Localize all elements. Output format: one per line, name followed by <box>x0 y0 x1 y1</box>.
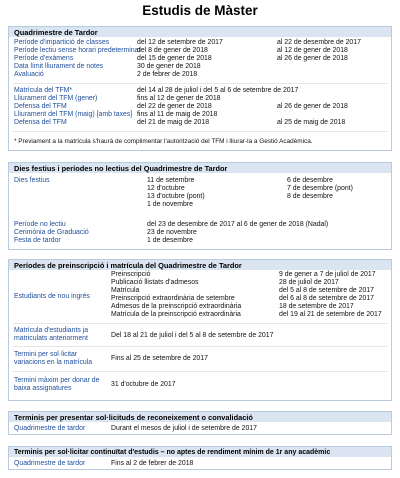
row-label: baixa assignatures <box>14 385 72 392</box>
row-value: Durant el mesos de juliol i de setembre de 2017 <box>111 425 257 432</box>
section-header: Períodes de preinscripció i matrícula del Quadrimestre de Tardor <box>9 260 391 270</box>
nou-ingres-date: del 5 al 8 de setembre de 2017 <box>279 287 375 294</box>
row-label: Període d'exàmens <box>14 55 74 62</box>
section-header: Dies festius i períodes no lectius del Quadrimestre de Tardor <box>9 163 391 173</box>
row-from: fins al 12 de gener de 2018 <box>137 95 221 102</box>
section-header: Terminis per sol·licitar continuïtat d'estudis – no aptes de rendiment mínim de 1r any acadèmic <box>9 447 391 457</box>
page-title: Estudis de Màster <box>142 3 258 18</box>
nou-ingres-date: 18 de setembre de 2017 <box>279 303 354 310</box>
row-label: Lliurament del TFM (gener) <box>14 95 98 102</box>
nou-ingres-date: 9 de gener a 7 de juliol de 2017 <box>279 271 376 278</box>
divider <box>13 346 387 347</box>
row-label: Cerimònia de Graduació <box>14 229 89 236</box>
row-label: Quadrimestre de tardor <box>14 425 86 432</box>
section-header: Quadrimestre de Tardor <box>9 27 391 37</box>
row-value: 1 de desembre <box>147 237 193 244</box>
row-label: Termini per sol·licitar <box>14 351 78 358</box>
row-value: Del 18 al 21 de juliol i del 5 al 8 de setembre de 2017 <box>111 332 274 339</box>
festiu-date: 8 de desembre <box>287 193 333 200</box>
row-label: Termini màxim per donar de <box>14 377 100 384</box>
nou-ingres-date: del 6 al 8 de setembre de 2017 <box>279 295 375 302</box>
row-label: Data límit lliurament de notes <box>14 63 104 70</box>
festiu-date: 12 d'octubre <box>147 185 185 192</box>
section-header: Terminis per presentar sol·licituds de reconeixement o convalidació <box>9 412 391 422</box>
row-to: al 22 de desembre de 2017 <box>277 39 361 46</box>
row-label: matriculats anteriorment <box>14 335 88 342</box>
row-from: del 22 de gener de 2018 <box>137 103 212 110</box>
row-from: del 21 de maig de 2018 <box>137 119 210 126</box>
row-label: Defensa del TFM <box>14 103 67 110</box>
nou-ingres-item: Matrícula <box>111 287 140 294</box>
row-label: Matrícula d'estudiants ja <box>14 327 89 334</box>
row-label: Dies festius <box>14 177 50 184</box>
festiu-date: 13 d'octubre (pont) <box>147 193 205 200</box>
section-preinscripcio-matricula <box>8 259 392 401</box>
nou-ingres-item: Publicació llistats d'admesos <box>111 279 199 286</box>
festiu-date: 6 de desembre <box>287 177 333 184</box>
row-to: al 26 de gener de 2018 <box>277 103 348 110</box>
row-label: variacions en la matrícula <box>14 359 93 366</box>
row-value: 31 d'octubre de 2017 <box>111 381 176 388</box>
row-to: al 26 de gener de 2018 <box>277 55 348 62</box>
footnote: * Previament a la matrícula s'haurà de complimentar l'autorització del TFM i lliurar-la a Gestió Acadèmica. <box>14 138 313 145</box>
row-from: del 14 al 28 de juliol i del 5 al 6 de setembre de 2017 <box>137 87 299 94</box>
row-to: al 25 de maig de 2018 <box>277 119 346 126</box>
row-value: Fins al 25 de setembre de 2017 <box>111 355 208 362</box>
divider <box>13 83 387 84</box>
row-label: Període lectiu sense horari predeterminat <box>14 47 141 54</box>
row-from: 2 de febrer de 2018 <box>137 71 198 78</box>
nou-ingres-item: Preinscripció extraordinària de setembre <box>111 295 235 302</box>
row-from: fins al 11 de maig de 2018 <box>137 111 218 118</box>
row-to: al 12 de gener de 2018 <box>277 47 348 54</box>
festiu-date: 1 de novembre <box>147 201 193 208</box>
row-label: Estudiants de nou ingrés <box>14 293 90 300</box>
row-from: del 15 de gener de 2018 <box>137 55 212 62</box>
row-label: Període no lectiu <box>14 221 66 228</box>
row-label: Període d'impartició de classes <box>14 39 110 46</box>
festiu-date: 7 de desembre (pont) <box>287 185 353 192</box>
section-continuitat-estudis <box>8 446 392 470</box>
row-label: Festa de tardor <box>14 237 61 244</box>
row-from: 30 de gener de 2018 <box>137 63 201 70</box>
nou-ingres-date: del 19 al 21 de setembre de 2017 <box>279 311 382 318</box>
row-label: Avaluació <box>14 71 44 78</box>
nou-ingres-item: Preinscripció <box>111 271 151 278</box>
row-value: Fins al 2 de febrer de 2018 <box>111 460 194 467</box>
row-label: Lliurament del TFM (maig) [amb taxes] <box>14 111 133 118</box>
row-from: del 12 de setembre de 2017 <box>137 39 223 46</box>
divider <box>13 371 387 372</box>
nou-ingres-item: Admesos de la preinscripció extraordinària <box>111 303 242 310</box>
section-reconeixement <box>8 411 392 435</box>
row-value: del 23 de desembre de 2017 al 6 de gener de 2018 (Nadal) <box>147 221 329 228</box>
row-label: Defensa del TFM <box>14 119 67 126</box>
festiu-date: 11 de setembre <box>147 177 195 184</box>
nou-ingres-date: 28 de juliol de 2017 <box>279 279 339 286</box>
row-value: 23 de novembre <box>147 229 197 236</box>
divider <box>13 323 387 324</box>
section-quadrimestre-tardor <box>8 26 392 151</box>
row-label: Matrícula del TFM* <box>14 87 73 94</box>
divider <box>13 131 387 132</box>
section-dies-festius <box>8 162 392 250</box>
row-label: Quadrimestre de tardor <box>14 460 86 467</box>
row-from: del 8 de gener de 2018 <box>137 47 208 54</box>
nou-ingres-item: Matrícula de la preinscripció extraordinària <box>111 311 241 318</box>
